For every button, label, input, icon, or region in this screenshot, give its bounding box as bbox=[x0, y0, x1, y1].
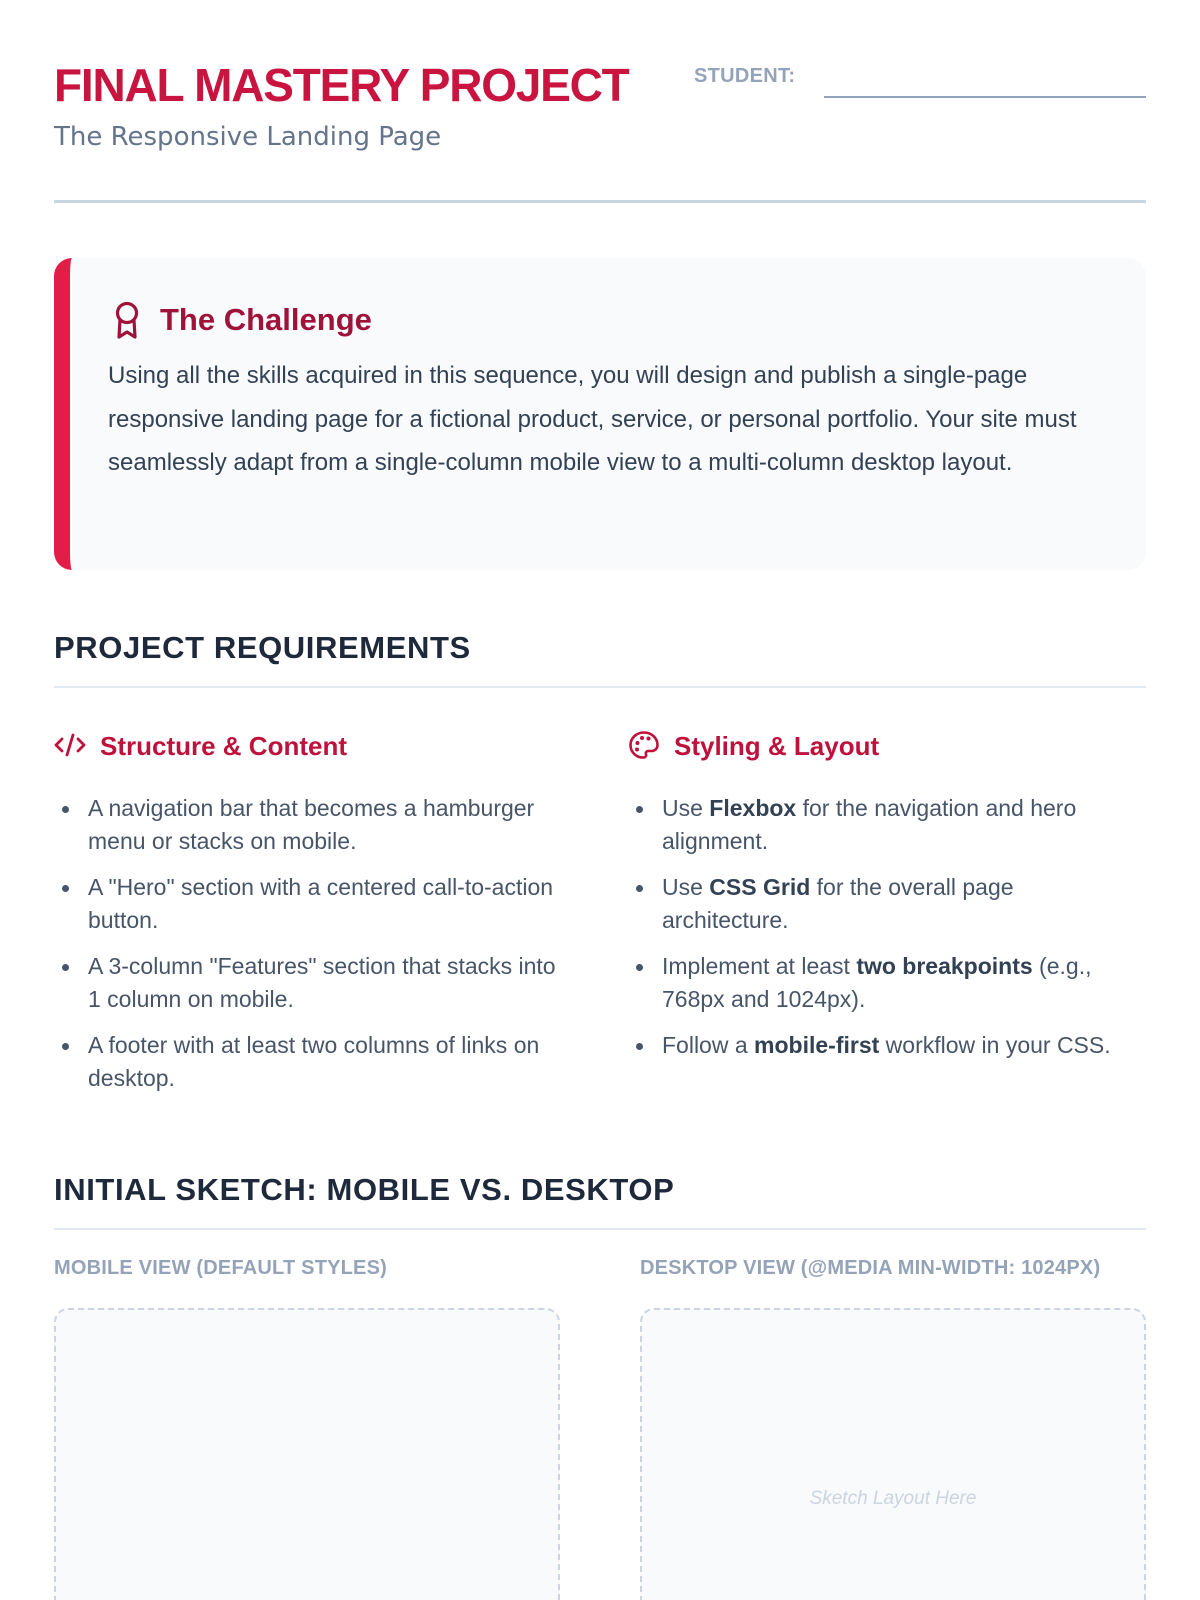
worksheet-page bbox=[54, 0, 1146, 1600]
student-field[interactable] bbox=[694, 62, 1146, 102]
styling-layout-column bbox=[628, 728, 1146, 1075]
requirements-heading: PROJECT REQUIREMENTS bbox=[54, 630, 471, 665]
styling-layout-list bbox=[628, 792, 1146, 1062]
challenge-callout bbox=[54, 258, 1146, 570]
styling-layout-title: Styling & Layout bbox=[674, 731, 880, 761]
award-ribbon-icon bbox=[110, 300, 144, 340]
list-item: A navigation bar that becomes a hamburger menu or stacks on mobile. bbox=[54, 792, 574, 858]
sketch-divider bbox=[54, 1228, 1146, 1230]
desktop-sketch-area[interactable] bbox=[640, 1308, 1146, 1600]
palette-icon bbox=[628, 730, 660, 760]
mobile-view-label: MOBILE VIEW (DEFAULT STYLES) bbox=[54, 1257, 388, 1279]
mobile-sketch-area[interactable] bbox=[54, 1308, 560, 1600]
list-item: Implement at least two breakpoints (e.g., 768px and 1024px). bbox=[628, 950, 1146, 1016]
list-item: Follow a mobile-first workflow in your CSS. bbox=[628, 1029, 1146, 1062]
requirements-heading-block bbox=[54, 630, 1146, 688]
desktop-view-label: DESKTOP VIEW (@MEDIA MIN-WIDTH: 1024PX) bbox=[640, 1257, 1101, 1279]
worksheet-header bbox=[54, 56, 1146, 204]
requirements-divider bbox=[54, 686, 1146, 688]
structure-content-header bbox=[54, 728, 574, 764]
list-item: A "Hero" section with a centered call-to-action button. bbox=[54, 871, 574, 937]
page-subtitle: The Responsive Landing Page bbox=[54, 122, 442, 152]
code-icon bbox=[54, 730, 86, 760]
structure-content-title: Structure & Content bbox=[100, 731, 347, 761]
list-item: A 3-column "Features" section that stacks into 1 column on mobile. bbox=[54, 950, 574, 1016]
student-label: STUDENT: bbox=[694, 65, 796, 87]
student-name-line[interactable] bbox=[824, 96, 1146, 98]
list-item: Use Flexbox for the navigation and hero alignment. bbox=[628, 792, 1146, 858]
sketch-heading-block bbox=[54, 1172, 1146, 1230]
header-divider bbox=[54, 200, 1146, 203]
list-item: Use CSS Grid for the overall page architecture. bbox=[628, 871, 1146, 937]
structure-content-list bbox=[54, 792, 574, 1095]
structure-content-column bbox=[54, 728, 574, 1108]
list-item: A footer with at least two columns of links on desktop. bbox=[54, 1029, 574, 1095]
sketch-heading: INITIAL SKETCH: MOBILE VS. DESKTOP bbox=[54, 1172, 675, 1207]
page-title: FINAL MASTERY PROJECT bbox=[54, 59, 629, 111]
challenge-description: Using all the skills acquired in this sequence, you will design and publish a single-page responsive landing page for a fictional product, service, or personal portfolio. Your site must seamlessly adapt from a single-column mobile view to a multi-column desktop layout. bbox=[108, 362, 1077, 476]
challenge-title: The Challenge bbox=[160, 302, 372, 337]
styling-layout-header bbox=[628, 728, 1146, 764]
sketch-hint: Sketch Layout Here bbox=[809, 1488, 977, 1509]
